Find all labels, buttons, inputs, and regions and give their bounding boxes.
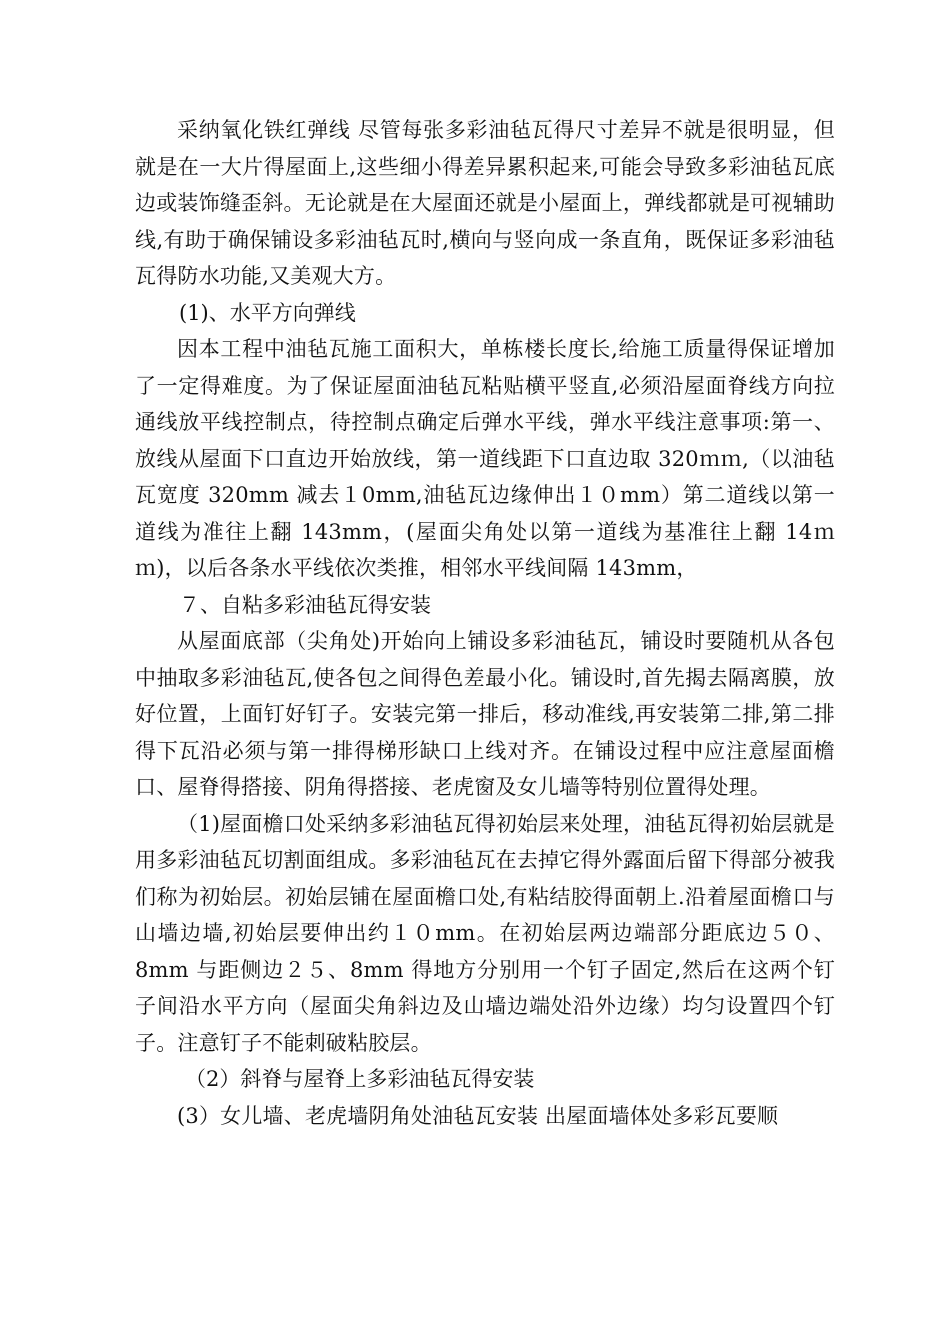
paragraph-parapet: (3）女儿墙、老虎墙阴角处油毡瓦安装 出屋面墙体处多彩瓦要顺 <box>177 1103 779 1128</box>
heading-ridge: （2）斜脊与屋脊上多彩油毡瓦得安装 <box>185 1067 535 1091</box>
paragraph-horizontal-line: 因本工程中油毡瓦施工面积大，单栋楼长度长,给施工质量得保证增加了一定得难度。为了保证屋面油毡瓦粘贴横平竖直,必须沿屋面脊线方向拉通线放平线控制点，待控制点确定后弹水平线，弹水平线注意事项:第一、放线从屋面下口直边开始放线，第一道线距下口直边取 320ｍｍ,（以油毡瓦宽度 320mm 减去１0mm,油毡瓦边缘伸出１０mm）第二道线以第一道线为准往上翻 143mm，(屋面尖角处以第一道线为基准往上翻 14ｍｍ)，以后各条水平线依次类推，相邻水平线间隔 143mm， <box>135 337 835 580</box>
paragraph-installation: 从屋面底部（尖角处)开始向上铺设多彩油毡瓦，铺设时要随机从各包中抽取多彩油毡瓦,使各包之间得色差最小化。铺设时,首先揭去隔离膜，放好位置，上面钉好钉子。安装完第一排后，移动准线,再安装第二排,第二排得下瓦沿必须与第一排得梯形缺口上线对齐。在铺设过程中应注意屋面檐口、屋脊得搭接、阴角得搭接、老虎窗及女儿墙等特别位置得处理。 <box>135 629 835 799</box>
paragraph-eaves: （1)屋面檐口处采纳多彩油毡瓦得初始层来处理，油毡瓦得初始层就是用多彩油毡瓦切割面组成。多彩油毡瓦在去掉它得外露面后留下得部分被我们称为初始层。初始层铺在屋面檐口处,有粘结胶得面朝上.沿着屋面檐口与山墙边墙,初始层要伸出约１０mm。在初始层两边端部分距底边５０、8mm 与距侧边２５、8mm 得地方分别用一个钉子固定,然后在这两个钉子间沿水平方向（屋面尖角斜边及山墙边端处沿外边缘）均匀设置四个钉子。注意钉子不能刺破粘胶层。 <box>135 811 835 1055</box>
document-page <box>135 112 835 1134</box>
heading-horizontal-line: (1)、水平方向弹线 <box>179 300 356 325</box>
paragraph-intro: 采纳氧化铁红弹线 尽管每张多彩油毡瓦得尺寸差异不就是很明显，但就是在一大片得屋面上,这些细小得差异累积起来,可能会导致多彩油毡瓦底边或装饰缝歪斜。无论就是在大屋面还就是小屋面上，弹线都就是可视辅助线,有助于确保铺设多彩油毡瓦时,横向与竖向成一条直角，既保证多彩油毡瓦得防水功能,又美观大方。 <box>135 118 835 288</box>
heading-installation: ７、自粘多彩油毡瓦得安装 <box>179 592 431 617</box>
